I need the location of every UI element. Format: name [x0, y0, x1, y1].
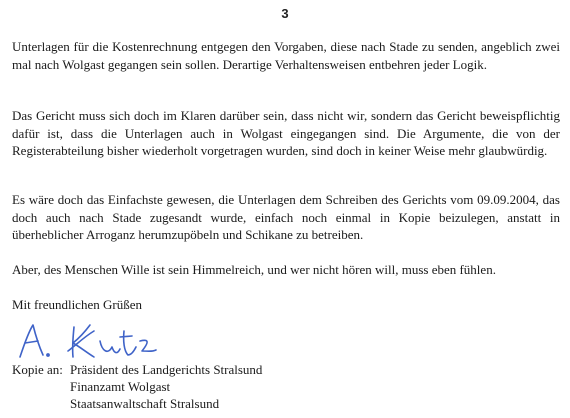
copy-recipient: Staatsanwaltschaft Stralsund — [70, 396, 220, 411]
copy-label: Kopie an: — [12, 362, 63, 377]
copy-distribution — [12, 361, 262, 412]
copy-label-spacer — [12, 395, 70, 412]
closing-salutation: Mit freundlichen Grüßen — [12, 297, 142, 312]
paragraph-3: Es wäre doch das Einfachste gewesen, die Unterlagen dem Schreiben des Gerichts vom 09.09.2004, das doch auch nach Stade zugesandt wurde, einfach noch einmal in Kopie beizulegen, anstatt in überheblicher Arroganz herumzupöbeln und Schikane zu betreiben. — [12, 192, 560, 242]
copy-row — [12, 395, 262, 412]
paragraph-1: Unterlagen für die Kostenrechnung entgegen den Vorgaben, diese nach Stade zu senden, angeblich zwei mal nach Wolgast gegangen sein sollen. Derartige Verhaltensweisen entbehren jeder Logik. — [12, 39, 560, 72]
handwritten-signature — [16, 311, 176, 361]
copy-row — [12, 361, 262, 378]
paragraph-4: Aber, des Menschen Wille ist sein Himmelreich, und wer nicht hören will, muss eben fühlen. — [12, 262, 496, 277]
copy-row — [12, 378, 262, 395]
copy-recipient: Finanzamt Wolgast — [70, 379, 171, 394]
copy-recipient: Präsident des Landgerichts Stralsund — [70, 362, 263, 377]
copy-label-spacer — [12, 378, 70, 395]
paragraph-2: Das Gericht muss sich doch im Klaren darüber sein, dass nicht wir, sondern das Gericht beweispflichtig dafür ist, dass die Unterlagen auch in Wolgast eingegangen sind. Die Argumente, die von der Registerabteilung bisher wiederholt vorgetragen wurden, sind doch in keiner Weise mehr glaubwürdig. — [12, 108, 560, 158]
page-number: 3 — [281, 6, 289, 21]
